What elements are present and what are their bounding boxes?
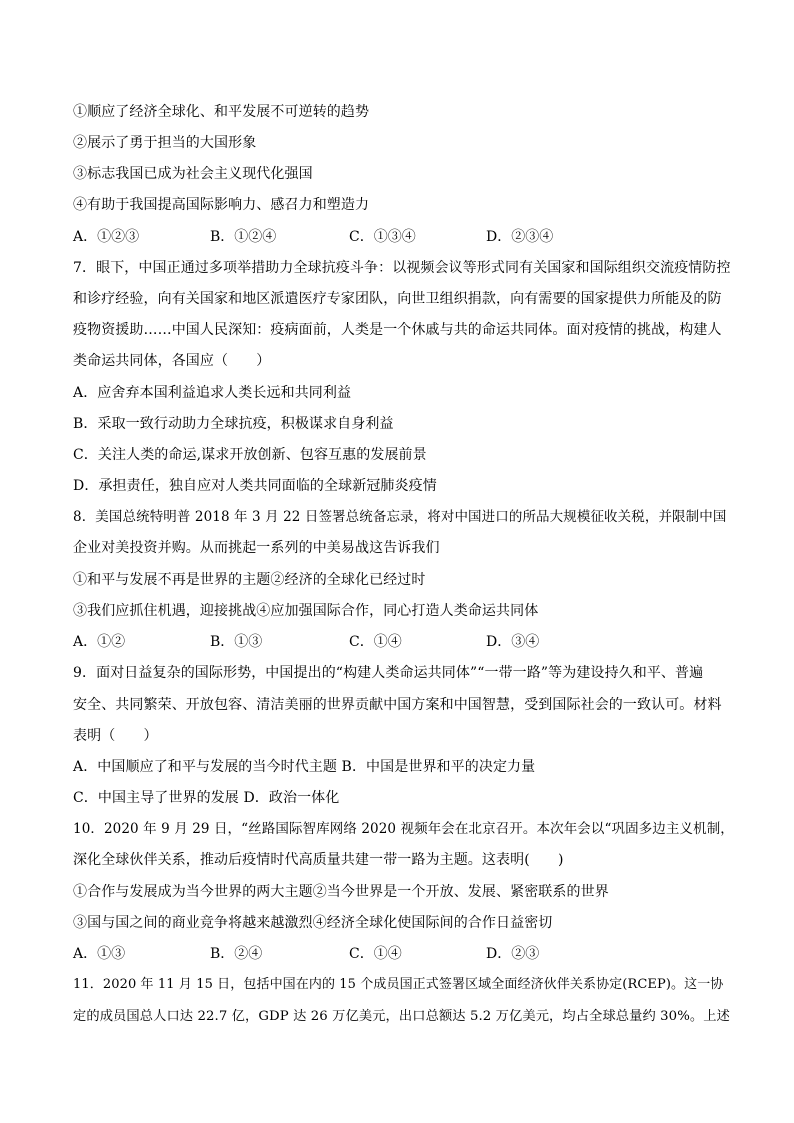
q6-statement-2: ②展示了勇于担当的大国形象 [73,135,257,151]
q10-statement-2: ③国与国之间的商业竞争将越来越激烈④经济全球化使国际间的合作日益密切 [73,915,553,931]
q10-statement-1: ①合作与发展成为当今世界的两大主题②当今世界是一个开放、发展、紧密联系的世界 [73,884,609,900]
q10-option-d: D．②③ [486,946,540,962]
q7-stem-line-2: 和诊疗经验，向有关国家和地区派遣医疗专家团队，向世卫组织捐款，向有需要的国家提供力所能及的防 [73,291,722,307]
q8-statement-2: ③我们应抓住机遇，迎接挑战④应加强国际合作，同心打造人类命运共同体 [73,603,539,619]
q9-stem-line-3: 表明（ ） [73,728,158,744]
q9-stem-line-2: 安全、共同繁荣、开放包容、清洁美丽的世界贡献中国方案和中国智慧，受到国际社会的一致认可。材料 [73,697,722,713]
q8-option-d: D．③④ [486,634,540,650]
q10-option-c: C．①④ [349,946,402,962]
q8-option-c: C．①④ [349,634,402,650]
q10-option-b: B．②④ [210,946,263,962]
q6-option-b: B．①②④ [210,229,277,245]
q7-stem-line-1: 7．眼下，中国正通过多项举措助力全球抗疫斗争：以视频会议等形式同有关国家和国际组织交流疫情防控 [73,260,731,276]
q11-stem-line-2: 定的成员国总人口达 22.7 亿，GDP 达 26 万亿美元，出口总额达 5.2 万亿美元，均占全球总量约 30%。上述 [73,1009,730,1024]
q8-stem-line-2: 企业对美投资并购。从而挑起一系列的中美易战这告诉我们 [73,540,440,556]
q8-option-a: A．①② [73,634,126,650]
q7-option-a: A．应舍弃本国利益追求人类长远和共同利益 [73,385,352,401]
q8-option-b: B．①③ [210,634,263,650]
q8-stem-line-1: 8．美国总统特明普 2018 年 3 月 22 日签署总统备忘录，将对中国进口的所品大规模征收关税，并限制中国 [73,509,727,525]
q10-stem-line-2: 深化全球伙伴关系，推动后疫情时代高质量共建一带一路为主题。这表明( ) [73,852,564,868]
q7-stem-line-4: 类命运共同体，各国应（ ） [73,353,271,369]
q10-stem-line-1: 10．2020 年 9 月 29 日，“丝路国际智库网络 2020 视频年会在北京召开。本次年会以“巩固多边主义机制， [73,821,734,837]
q6-statement-1: ①顺应了经济全球化、和平发展不可逆转的趋势 [73,104,370,120]
q9-options-line-2: C．中国主导了世界的发展 D．政治一体化 [73,790,340,806]
q11-stem-line-1: 11．2020 年 11 月 15 日，包括中国在内的 15 个成员国正式签署区域全面经济伙伴关系协定(RCEP)。这一协 [73,977,724,992]
q6-option-a: A．①②③ [73,229,140,245]
q6-option-c: C．①③④ [349,229,416,245]
q7-option-c: C．关注人类的命运,谋求开放创新、包容互惠的发展前景 [73,447,427,463]
q10-option-a: A．①③ [73,946,126,962]
q9-options-line-1: A．中国顺应了和平与发展的当今时代主题 B．中国是世界和平的决定力量 [73,759,536,775]
q8-statement-1: ①和平与发展不再是世界的主题②经济的全球化已经过时 [73,572,426,588]
q6-option-d: D．②③④ [486,229,554,245]
q7-option-d: D．承担责任，独自应对人类共同面临的全球新冠肺炎疫情 [73,478,437,494]
q6-statement-3: ③标志我国已成为社会主义现代化强国 [73,166,313,182]
q7-stem-line-3: 疫物资援助……中国人民深知：疫病面前，人类是一个休戚与共的命运共同体。面对疫情的挑战，构建人 [73,322,722,338]
q9-stem-line-1: 9．面对日益复杂的国际形势，中国提出的“构建人类命运共同体”“一带一路”等为建设持久和平、普遍 [73,665,704,681]
q7-option-b: B．采取一致行动助力全球抗疫，积极谋求自身利益 [73,416,394,432]
q6-statement-4: ④有助于我国提高国际影响力、感召力和塑造力 [73,197,370,213]
